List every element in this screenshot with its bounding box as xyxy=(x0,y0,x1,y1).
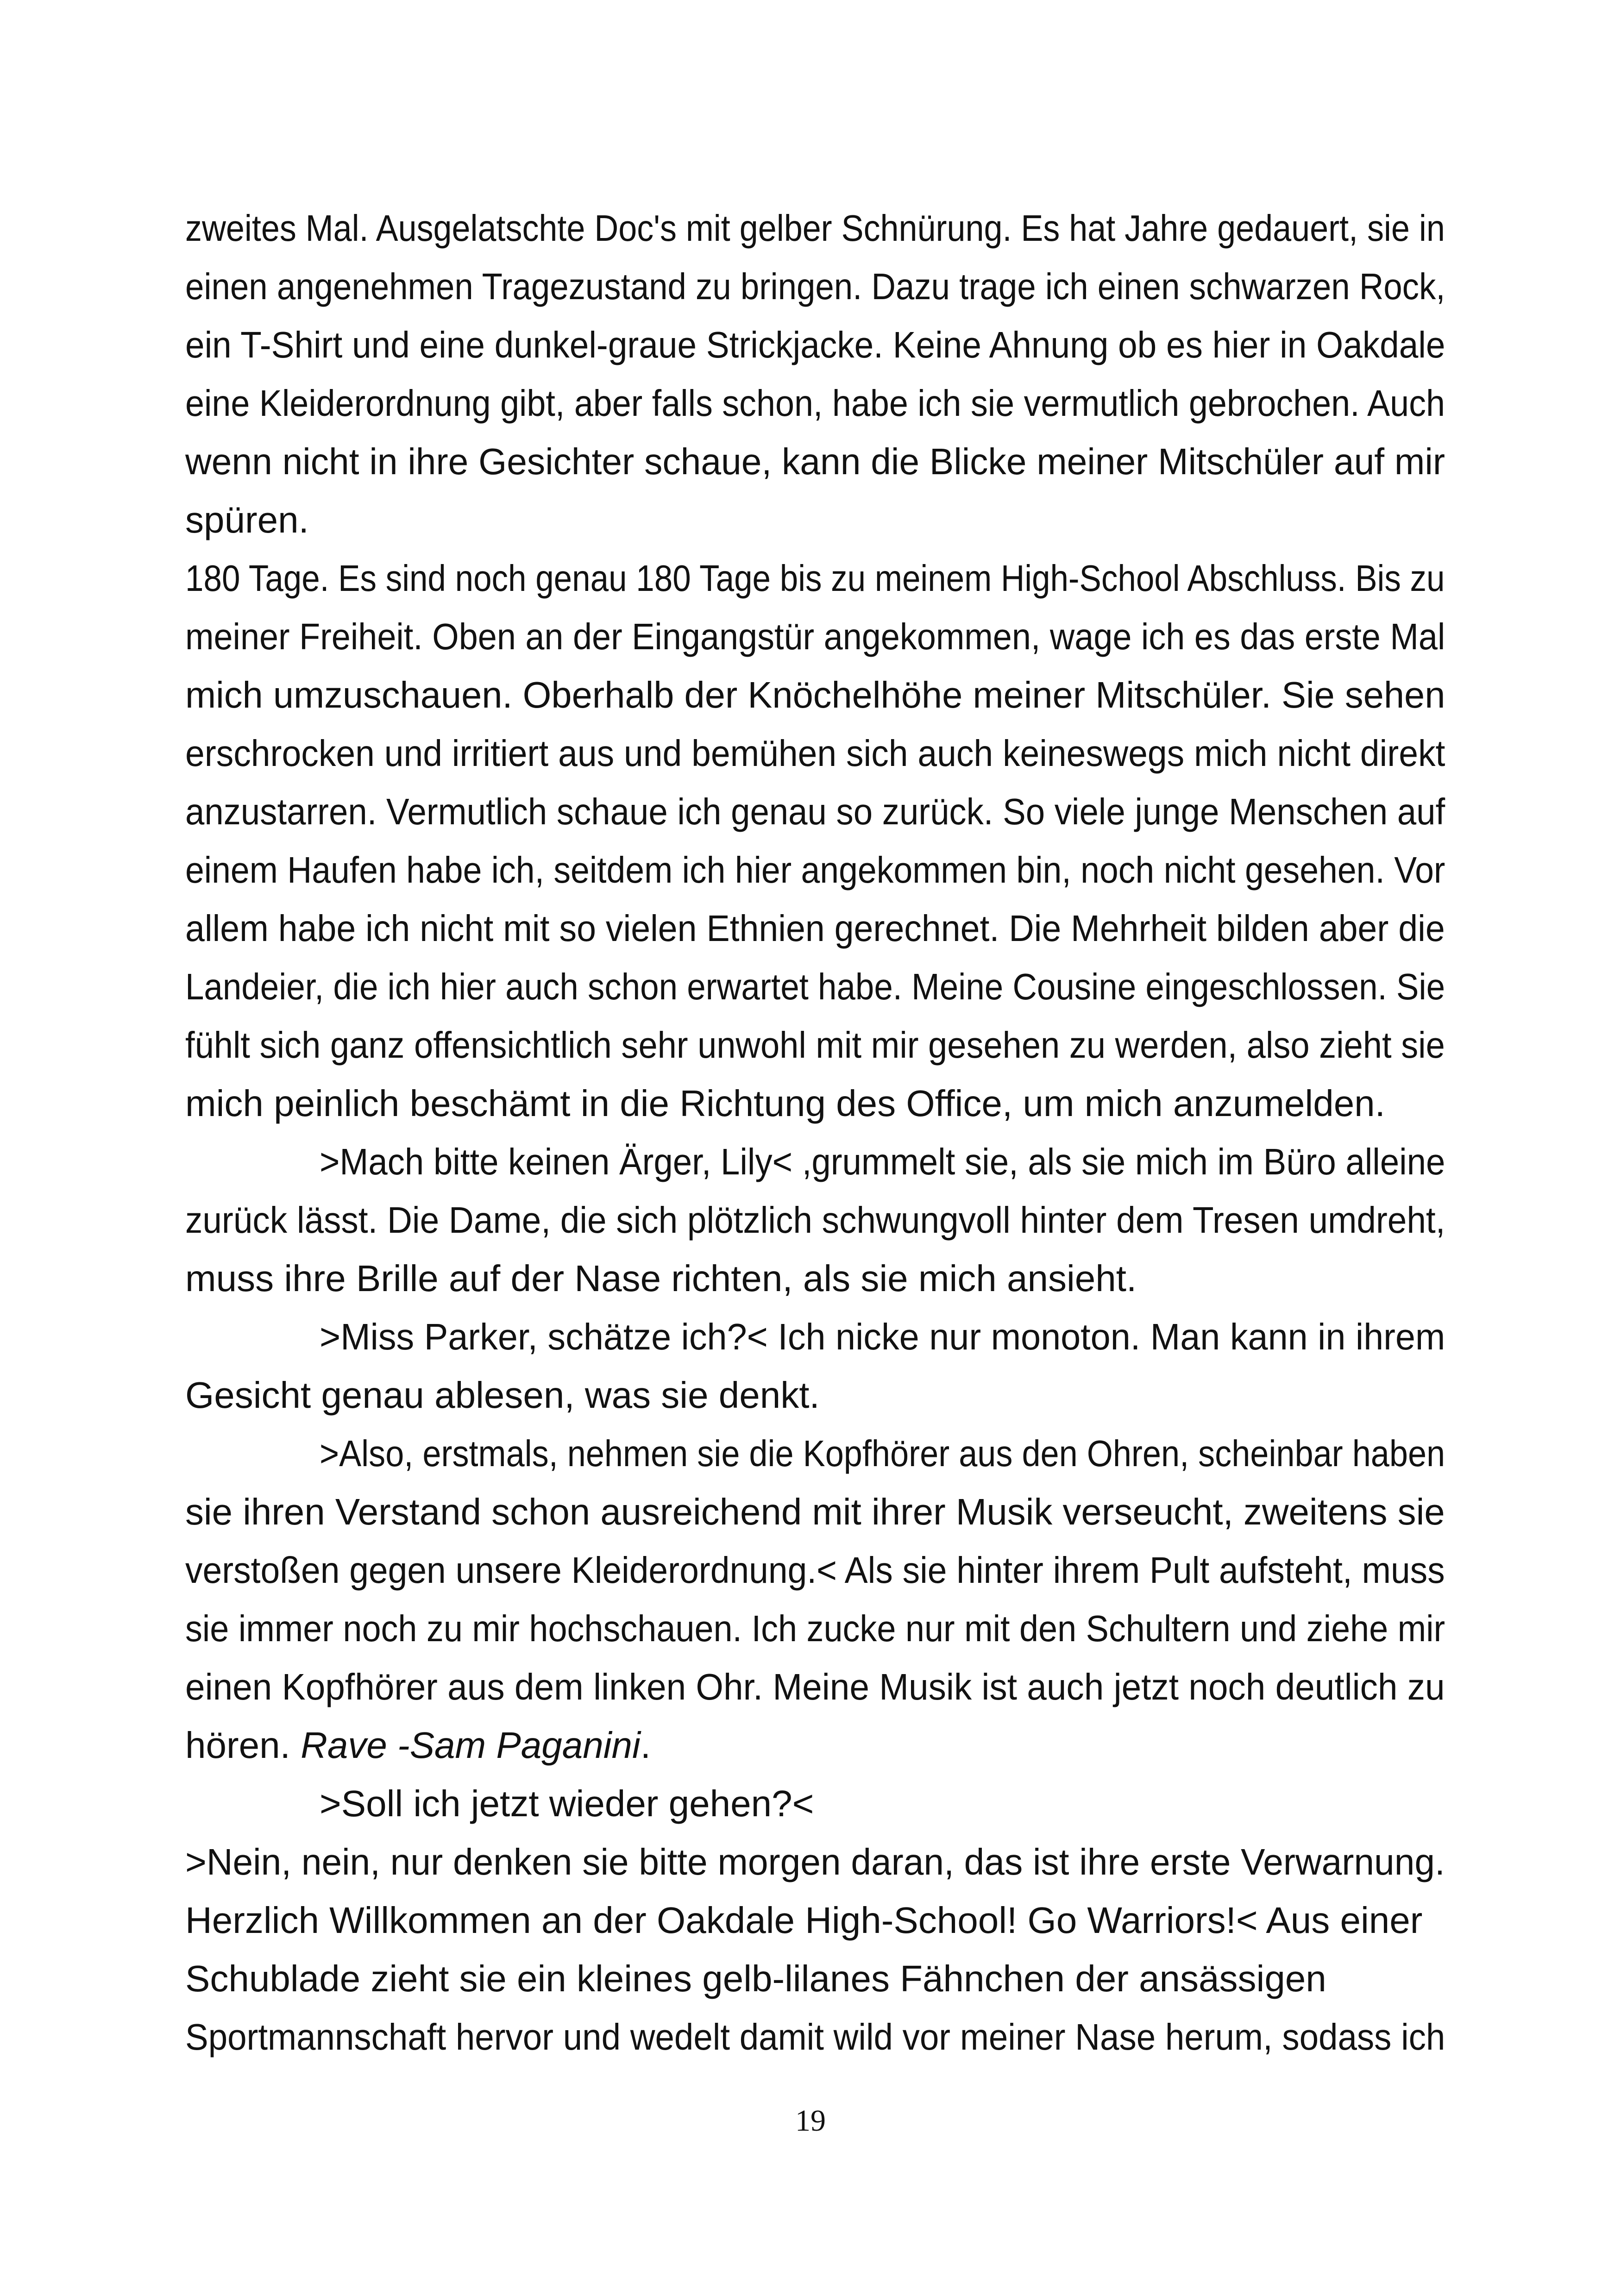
text-line: spüren. xyxy=(185,499,309,540)
dialogue-line: >Nein, nein, nur denken sie bitte morgen daran, das ist ihre erste Verwarnung. xyxy=(185,1841,1445,1882)
text-line: Landeier, die ich hier auch schon erwartet habe. Meine Cousine eingeschlossen. Sie xyxy=(185,966,1445,1007)
text-line: fühlt sich ganz offensichtlich sehr unwohl mit mir gesehen zu werden, also zieht sie xyxy=(185,1024,1445,1066)
text-line: zweites Mal. Ausgelatschte Doc's mit gelber Schnürung. Es hat Jahre gedauert, sie in xyxy=(185,207,1445,249)
text-fragment: hören. xyxy=(185,1725,301,1766)
page-number: 19 xyxy=(795,2104,826,2138)
text-fragment: . xyxy=(640,1725,651,1766)
text-line: erschrocken und irritiert aus und bemühen sich auch keineswegs mich nicht direkt xyxy=(185,733,1445,774)
text-line: meiner Freiheit. Oben an der Eingangstür angekommen, wage ich es das erste Mal xyxy=(185,616,1445,657)
dialogue-line: >Soll ich jetzt wieder gehen?< xyxy=(320,1783,814,1824)
text-line: Schublade zieht sie ein kleines gelb-lilanes Fähnchen der ansässigen xyxy=(185,1958,1326,1999)
text-line: allem habe ich nicht mit so vielen Ethnien gerechnet. Die Mehrheit bilden aber die xyxy=(185,908,1445,949)
text-line: Gesicht genau ablesen, was sie denkt. xyxy=(185,1374,820,1416)
dialogue-line: >Miss Parker, schätze ich?< Ich nicke nur monoton. Man kann in ihrem xyxy=(320,1316,1445,1357)
text-line: mich umzuschauen. Oberhalb der Knöchelhöhe meiner Mitschüler. Sie sehen xyxy=(185,674,1445,715)
text-line: sie immer noch zu mir hochschauen. Ich zucke nur mit den Schultern und ziehe mir xyxy=(185,1608,1445,1649)
text-line: muss ihre Brille auf der Nase richten, als sie mich ansieht. xyxy=(185,1258,1137,1299)
text-line: wenn nicht in ihre Gesichter schaue, kann die Blicke meiner Mitschüler auf mir xyxy=(185,441,1445,482)
text-line: einem Haufen habe ich, seitdem ich hier angekommen bin, noch nicht gesehen. Vor xyxy=(185,849,1445,891)
text-line: sie ihren Verstand schon ausreichend mit ihrer Musik verseucht, zweitens sie xyxy=(185,1491,1445,1532)
text-line: 180 Tage. Es sind noch genau 180 Tage bis zu meinem High-School Abschluss. Bis zu xyxy=(185,558,1445,599)
text-line-with-song-title xyxy=(185,1716,1445,1775)
dialogue-line: >Mach bitte keinen Ärger, Lily< ,grummelt sie, als sie mich im Büro alleine xyxy=(320,1141,1445,1182)
text-line: anzustarren. Vermutlich schaue ich genau so zurück. So viele junge Menschen auf xyxy=(185,791,1445,832)
song-title: Rave -Sam Paganini xyxy=(301,1725,641,1766)
text-line: verstoßen gegen unsere Kleiderordnung.< Als sie hinter ihrem Pult aufsteht, muss xyxy=(185,1549,1445,1591)
text-line: Herzlich Willkommen an der Oakdale High-School! Go Warriors!< Aus einer xyxy=(185,1900,1423,1941)
text-line: ein T-Shirt und eine dunkel-graue Strickjacke. Keine Ahnung ob es hier in Oakdale xyxy=(185,324,1445,365)
text-line: mich peinlich beschämt in die Richtung des Office, um mich anzumelden. xyxy=(185,1083,1385,1124)
text-line: Sportmannschaft hervor und wedelt damit wild vor meiner Nase herum, sodass ich xyxy=(185,2016,1445,2058)
text-line: eine Kleiderordnung gibt, aber falls schon, habe ich sie vermutlich gebrochen. Auch xyxy=(185,383,1445,424)
dialogue-line: >Also, erstmals, nehmen sie die Kopfhörer aus den Ohren, scheinbar haben xyxy=(320,1433,1445,1474)
text-line: zurück lässt. Die Dame, die sich plötzlich schwungvoll hinter dem Tresen umdreht, xyxy=(185,1199,1445,1241)
text-line: einen Kopfhörer aus dem linken Ohr. Meine Musik ist auch jetzt noch deutlich zu xyxy=(185,1666,1445,1707)
text-line: einen angenehmen Tragezustand zu bringen. Dazu trage ich einen schwarzen Rock, xyxy=(185,266,1445,307)
body-text xyxy=(185,199,1445,2066)
